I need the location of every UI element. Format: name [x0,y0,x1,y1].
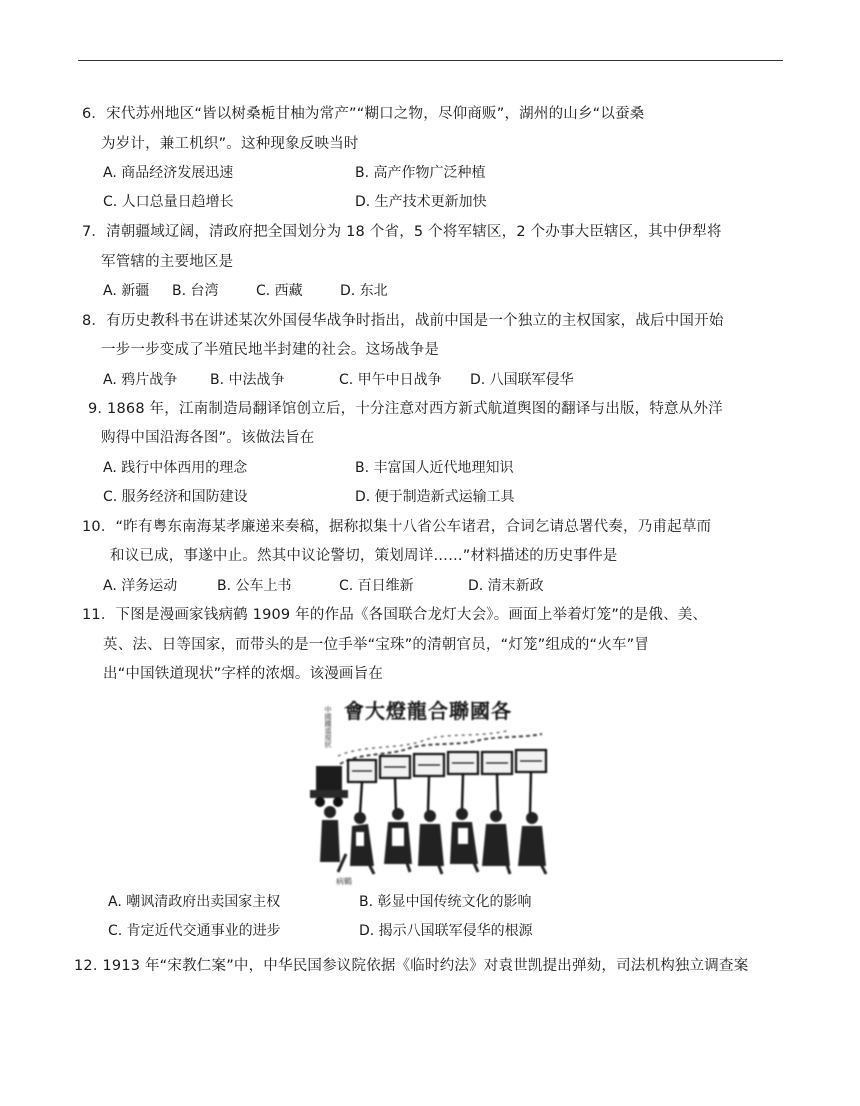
header-rule [78,60,783,61]
question-10-line-1: 10．“昨有粤东南海某孝廉递来奏稿，据称拟集十八省公车诸君，合词乞请总署代奏，乃甫起草而 [82,519,712,535]
question-7-option-b[interactable]: B. 台湾 [172,283,219,299]
question-7-option-d[interactable]: D. 东北 [340,283,388,299]
question-10-line-2: 和议已成，事遂中止。然其中议论警切，策划周详……”材料描述的历史事件是 [110,548,618,564]
question-10-option-b[interactable]: B. 公车上书 [217,578,292,594]
question-7-option-a[interactable]: A. 新疆 [103,283,150,299]
question-6-option-c[interactable]: C. 人口总量日趋增长 [103,194,234,210]
question-12-line-1: 12. 1913 年“宋教仁案”中，中华民国参议院依据《临时约法》对袁世凯提出弹劾，司法机构独立调查案 [74,958,749,974]
question-7-line-1: 7．清朝疆域辽阔，清政府把全国划分为 18 个省，5 个将军辖区，2 个办事大臣辖区，其中伊犁将 [82,224,722,240]
question-9-line-1: 9. 1868 年，江南制造局翻译馆创立后，十分注意对西方新式航道舆图的翻译与出版，特意从外洋 [88,401,723,417]
cartoon-title: 會大燈龍合聯國各 [344,699,512,723]
question-6-line-2: 为岁计，兼工机织”。这种现象反映当时 [101,136,359,152]
question-8-line-1: 8．有历史教科书在讲述某次外国侵华战争时指出，战前中国是一个独立的主权国家，战后中国开始 [82,313,724,329]
question-8-option-a[interactable]: A. 鸦片战争 [103,372,178,388]
question-10-option-d[interactable]: D. 清末新政 [468,578,544,594]
question-6-option-a[interactable]: A. 商品经济发展迅速 [103,165,234,181]
question-8-option-c[interactable]: C. 甲午中日战争 [339,372,442,388]
question-9-option-d[interactable]: D. 便于制造新式运输工具 [355,489,515,505]
question-11-option-c[interactable]: C. 肯定近代交通事业的进步 [108,923,281,939]
question-10-option-a[interactable]: A. 洋务运动 [103,578,178,594]
question-6-option-b[interactable]: B. 高产作物广泛种植 [355,165,486,181]
question-6-line-1: 6．宋代苏州地区“皆以树桑栀甘柚为常产”“糊口之物，尽仰商贩”，湖州的山乡“以蚕桑 [82,106,645,122]
question-9-line-2: 购得中国沿海各图”。该做法旨在 [101,430,315,446]
question-9-option-b[interactable]: B. 丰富国人近代地理知识 [355,460,514,476]
question-11-line-2: 英、法、日等国家，而带头的是一位手举“宝珠”的清朝官员，“灯笼”组成的“火车”冒 [103,637,650,653]
question-8-line-2: 一步一步变成了半殖民地半封建的社会。这场战争是 [101,342,440,358]
question-11-line-3: 出“中国铁道现状”字样的浓烟。该漫画旨在 [103,666,384,682]
cartoon-signature: 病鶴 [336,877,352,886]
question-6-option-d[interactable]: D. 生产技术更新加快 [355,194,487,210]
cartoon-side-text: 中國鐵道現狀 [324,706,332,748]
question-9-option-a[interactable]: A. 践行中体西用的理念 [103,460,248,476]
cartoon-lantern-parade-image [310,694,552,886]
question-7-option-c[interactable]: C. 西藏 [256,283,303,299]
question-11-option-b[interactable]: B. 彰显中国传统文化的影响 [359,894,532,910]
question-11-option-d[interactable]: D. 揭示八国联军侵华的根源 [359,923,533,939]
question-8-option-d[interactable]: D. 八国联军侵华 [470,372,574,388]
question-11-option-a[interactable]: A. 嘲讽清政府出卖国家主权 [108,894,281,910]
question-7-line-2: 军管辖的主要地区是 [101,254,234,270]
question-10-option-c[interactable]: C. 百日维新 [339,578,414,594]
question-9-option-c[interactable]: C. 服务经济和国防建设 [103,489,248,505]
question-11-line-1: 11．下图是漫画家钱病鹤 1909 年的作品《各国联合龙灯大会》。画面上举着灯笼”的是俄、美、 [82,607,708,623]
question-8-option-b[interactable]: B. 中法战争 [210,372,285,388]
